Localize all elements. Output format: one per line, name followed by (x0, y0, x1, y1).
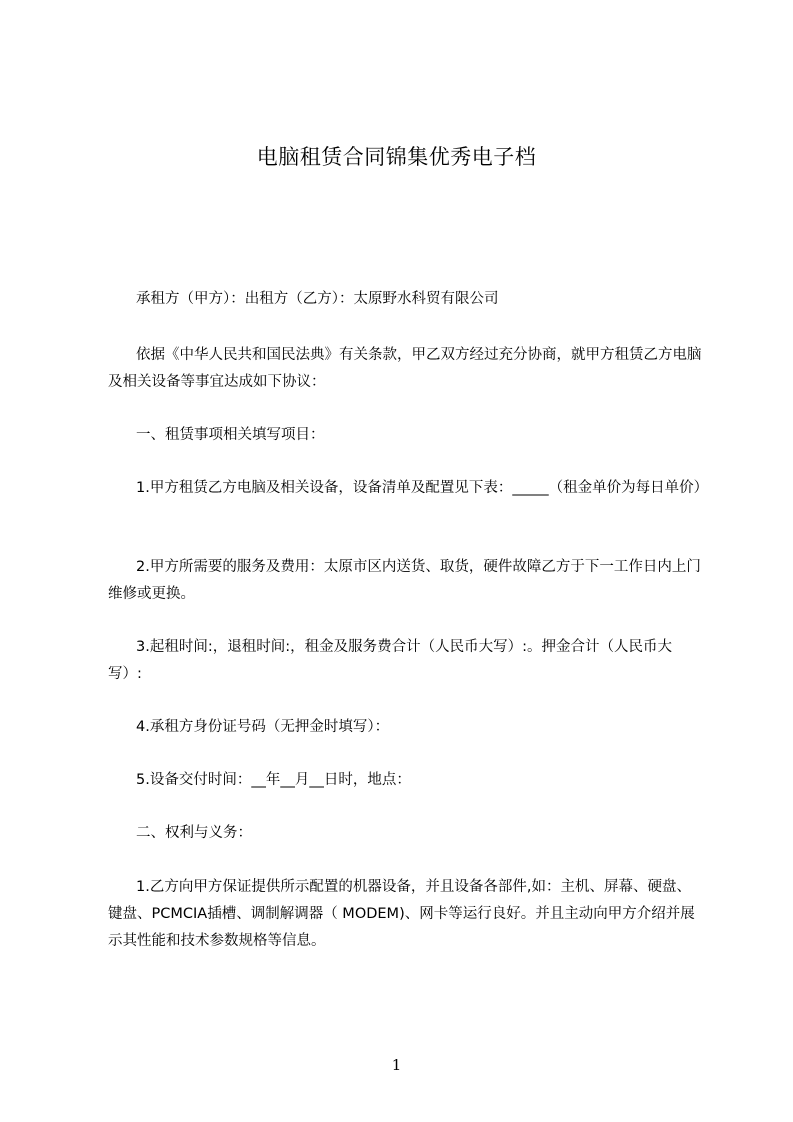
page-number: 1 (391, 1056, 402, 1074)
parties-paragraph: 承租方（甲方）：出租方（乙方）：太原野水科贸有限公司 (136, 291, 499, 307)
duty-item-1: 1.乙方向甲方保证提供所示配置的机器设备，并且设备各部件,如：主机、屏幕、硬盘、键盘、PCMCIA插槽、调制解调器（ MODEM)、网卡等运行良好。并且主动向甲方介绍并展示其性能和技术参数规格等信息。 (108, 879, 695, 949)
rental-item-1: 1.甲方租赁乙方电脑及相关设备，设备清单及配置见下表：_____（租金单价为每日单价） (136, 480, 709, 496)
section-2-heading: 二、权利与义务： (136, 825, 252, 841)
rental-item-5: 5.设备交付时间：__年__月__日时，地点： (136, 772, 411, 788)
legal-basis-paragraph: 依据《中华人民共和国民法典》有关条款，甲乙双方经过充分协商，就甲方租赁乙方电脑及相关设备等事宜达成如下协议： (108, 347, 702, 390)
rental-item-4: 4.承租方身份证号码（无押金时填写）： (136, 719, 390, 735)
section-1-heading: 一、租赁事项相关填写项目： (136, 427, 325, 443)
rental-item-2: 2.甲方所需要的服务及费用：太原市区内送货、取货，硬件故障乙方于下一工作日内上门维修或更换。 (108, 559, 701, 602)
rental-item-3: 3.起租时间:，退租时间:，租金及服务费合计（人民币大写）:。押金合计（人民币大写）: (108, 639, 672, 682)
document-title: 电脑租赁合同锦集优秀电子档 (256, 145, 537, 169)
